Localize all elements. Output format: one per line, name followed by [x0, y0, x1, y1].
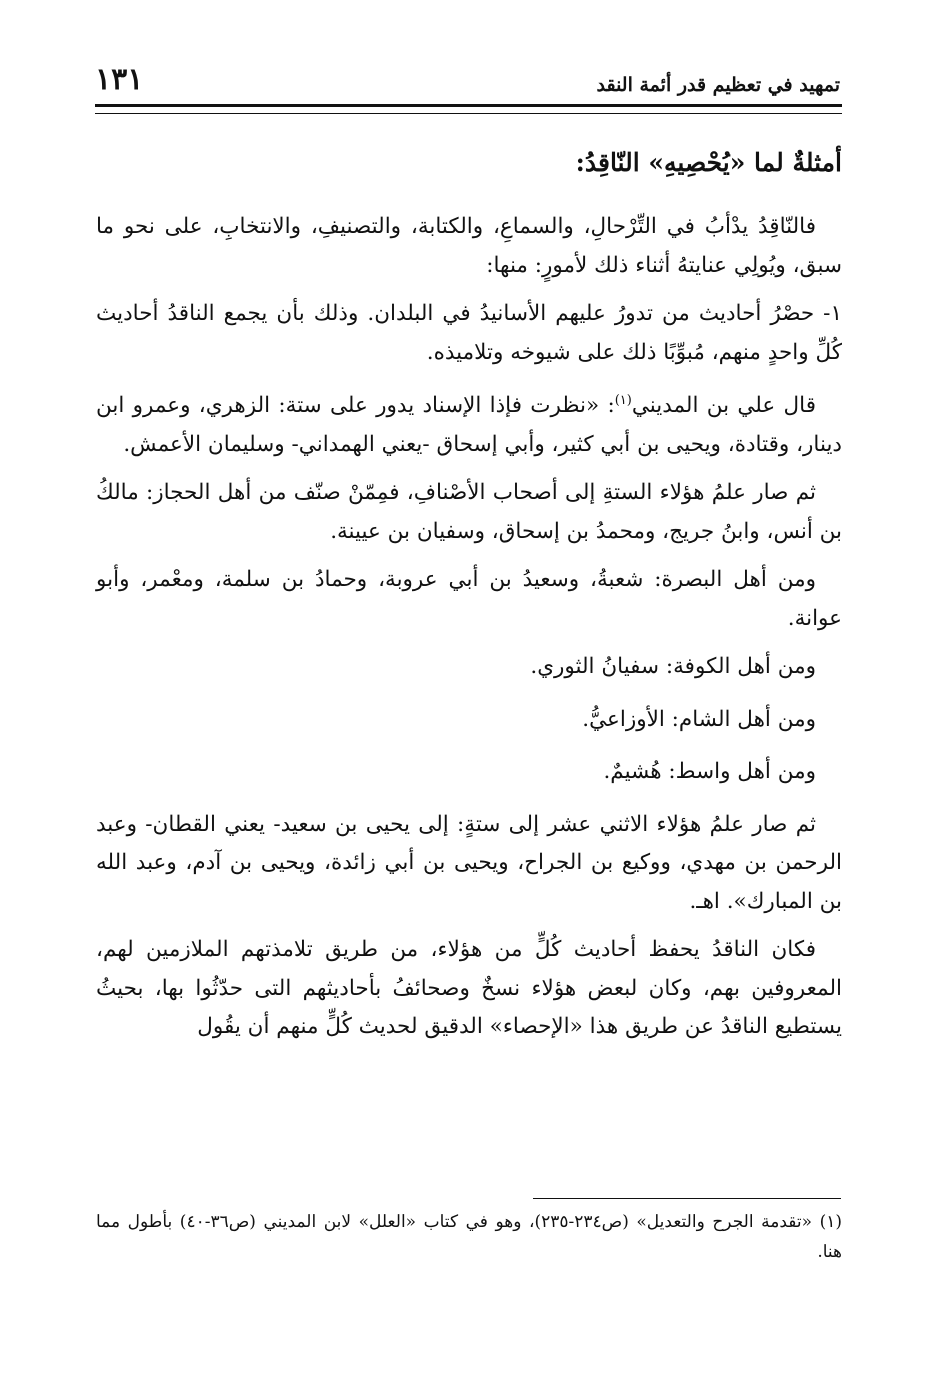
- page-header: [95, 58, 840, 100]
- footnote-divider: [533, 1198, 841, 1199]
- section-heading: أمثلةٌ لما «يُحْصِيهِ» النّاقِدُ:: [575, 148, 842, 177]
- paragraph: فكان الناقدُ يحفظ أحاديث كُلٍّ من هؤلاء، من طريق تلامذتهم الملازمين لهم، المعروفين بهم، وكان لبعض هؤلاء نسخٌ وصحائفُ بأحاديثهم التى حدّثُوا بها، بحيثُ يستطيع الناقدُ عن طريق هذا «الإحصاء» الدقيق لحديث كُلٍّ منهم أن يقُول: [96, 937, 842, 1040]
- paragraph-line: ومن أهل واسط: هُشيمٌ.: [603, 759, 816, 785]
- paragraph: ثم صار علمُ هؤلاء الاثني عشر إلى ستةٍ: إلى يحيى بن سعيد- يعني القطان- وعبد الرحمن بن مهدي، ووكيع بن الجراح، ويحيى بن أبي زائدة، ويحيى بن آدم، وعبد الله بن المبارك». اهـ.: [96, 811, 842, 914]
- paragraph: ثم صار علمُ هؤلاء الستةِ إلى أصحاب الأصْنافِ، فمِمّنْ صنّف من أهل الحجاز: مالكُ بن أنس، وابنُ جريج، ومحمدُ بن إسحاق، وسفيان بن عيينة.: [96, 480, 842, 544]
- header-rule-thick: [95, 104, 842, 107]
- paragraph: فالنّاقِدُ يدْأبُ في التِّرْحالِ، والسماعِ، والكتابة، والتصنيفِ، والانتخابِ، على نحو ما سبق، ويُولِي عنايتهُ أثناء ذلك لأمورٍ: منها:: [96, 214, 842, 278]
- body-text: [96, 208, 842, 1057]
- page-number: ١٣١: [95, 62, 144, 97]
- paragraph: ومن أهل البصرة: شعبةُ، وسعيدُ بن أبي عروبة، وحمادُ بن سلمة، ومعْمر، وأبو عوانة.: [96, 567, 842, 631]
- quote-attribution: قال علي بن المديني: [631, 393, 816, 419]
- paragraph-quote: [96, 382, 842, 464]
- header-rule-thin: [95, 113, 842, 114]
- paragraph-line: ومن أهل الشام: الأوزاعيُّ.: [582, 706, 816, 732]
- paragraph-line: ومن أهل الكوفة: سفيانُ الثوري.: [530, 654, 816, 680]
- running-title: تمهيد في تعظيم قدر أئمة النقد: [596, 74, 840, 96]
- paragraph-numbered-item: ١- حصْرُ أحاديث من تدورُ عليهم الأسانيدُ في البلدان. وذلك بأن يجمع الناقدُ أحاديث كُلِّ واحدٍ منهم، مُبوِّبًا ذلك على شيوخه وتلاميذه.: [96, 301, 842, 365]
- footnote: (١) «تقدمة الجرح والتعديل» (ص٢٣٤-٢٣٥)، وهو في كتاب «العلل» لابن المديني (ص٣٦-٤٠) بأطول مما هنا.: [96, 1212, 842, 1262]
- footnote-marker: (١): [614, 393, 632, 408]
- quote-text: : «نظرت فإذا الإسناد يدور على ستة: الزهري، وعمرو ابن دينار، وقتادة، ويحيى بن أبي كثير، وأبي إسحاق -يعني الهمداني- وسليمان الأعمش.: [96, 393, 842, 457]
